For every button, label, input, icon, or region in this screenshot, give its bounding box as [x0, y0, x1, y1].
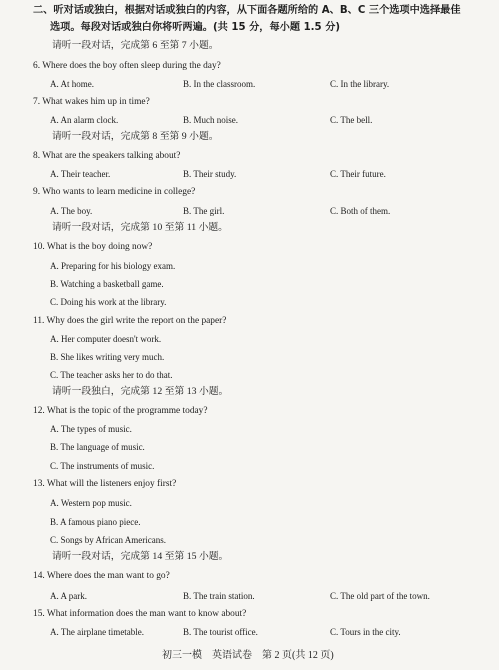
- question-14-option-a: A. A park.: [50, 591, 87, 601]
- question-11-option-a: A. Her computer doesn't work.: [50, 334, 162, 344]
- question-15-option-c: C. Tours in the city.: [330, 627, 401, 637]
- question-7-stem: 7. What wakes him up in time?: [33, 97, 150, 107]
- instruction-4: 请听一段独白，完成第 12 至第 13 小题。: [52, 386, 229, 397]
- question-12-option-a: A. The types of music.: [50, 424, 132, 434]
- question-7-option-c: C. The bell.: [330, 115, 373, 125]
- question-9-option-b: B. The girl.: [183, 206, 225, 216]
- instruction-3: 请听一段对话，完成第 10 至第 11 小题。: [52, 222, 228, 233]
- question-6-option-a: A. At home.: [50, 79, 94, 89]
- question-13-option-b: B. A famous piano piece.: [50, 517, 141, 527]
- question-12-stem: 12. What is the topic of the programme today?: [33, 406, 208, 416]
- question-9-option-a: A. The boy.: [50, 206, 93, 216]
- question-15-option-b: B. The tourist office.: [183, 627, 258, 637]
- question-11-option-c: C. The teacher asks her to do that.: [50, 370, 173, 380]
- question-13-stem: 13. What will the listeners enjoy first?: [33, 479, 177, 489]
- question-8-stem: 8. What are the speakers talking about?: [33, 151, 181, 161]
- question-15-option-a: A. The airplane timetable.: [50, 627, 145, 637]
- question-14-option-c: C. The old part of the town.: [330, 591, 430, 601]
- question-8-option-b: B. Their study.: [183, 169, 237, 179]
- question-10-option-b: B. Watching a basketball game.: [50, 279, 164, 289]
- question-7-option-a: A. An alarm clock.: [50, 115, 119, 125]
- question-13-option-c: C. Songs by African Americans.: [50, 535, 166, 545]
- instruction-2: 请听一段对话，完成第 8 至第 9 小题。: [52, 131, 219, 142]
- question-9-option-c: C. Both of them.: [330, 206, 391, 216]
- question-12-option-b: B. The language of music.: [50, 442, 145, 452]
- question-7-option-b: B. Much noise.: [183, 115, 238, 125]
- question-13-option-a: A. Western pop music.: [50, 498, 132, 508]
- section-title-line2: 选项。每段对话或独白你将听两遍。(共 15 分，每小题 1.5 分): [50, 22, 341, 33]
- question-10-stem: 10. What is the boy doing now?: [33, 242, 153, 252]
- instruction-1: 请听一段对话，完成第 6 至第 7 小题。: [52, 40, 219, 51]
- question-14-option-b: B. The train station.: [183, 591, 255, 601]
- question-14-stem: 14. Where does the man want to go?: [33, 571, 170, 581]
- question-10-option-c: C. Doing his work at the library.: [50, 297, 167, 307]
- page-footer: 初三一模 英语试卷 第 2 页(共 12 页): [162, 650, 334, 661]
- section-title-line1: 二、听对话或独白，根据对话或独白的内容，从下面各题所给的 A、B、C 三个选项中选择最佳: [33, 5, 461, 16]
- question-11-stem: 11. Why does the girl write the report on the paper?: [33, 316, 227, 326]
- question-12-option-c: C. The instruments of music.: [50, 461, 155, 471]
- question-9-stem: 9. Who wants to learn medicine in college?: [33, 187, 196, 197]
- question-11-option-b: B. She likes writing very much.: [50, 352, 165, 362]
- question-10-option-a: A. Preparing for his biology exam.: [50, 261, 176, 271]
- question-6-option-b: B. In the classroom.: [183, 79, 256, 89]
- question-6-option-c: C. In the library.: [330, 79, 390, 89]
- question-6-stem: 6. Where does the boy often sleep during the day?: [33, 61, 221, 71]
- question-15-stem: 15. What information does the man want to know about?: [33, 609, 247, 619]
- instruction-5: 请听一段对话，完成第 14 至第 15 小题。: [52, 551, 229, 562]
- question-8-option-c: C. Their future.: [330, 169, 386, 179]
- question-8-option-a: A. Their teacher.: [50, 169, 111, 179]
